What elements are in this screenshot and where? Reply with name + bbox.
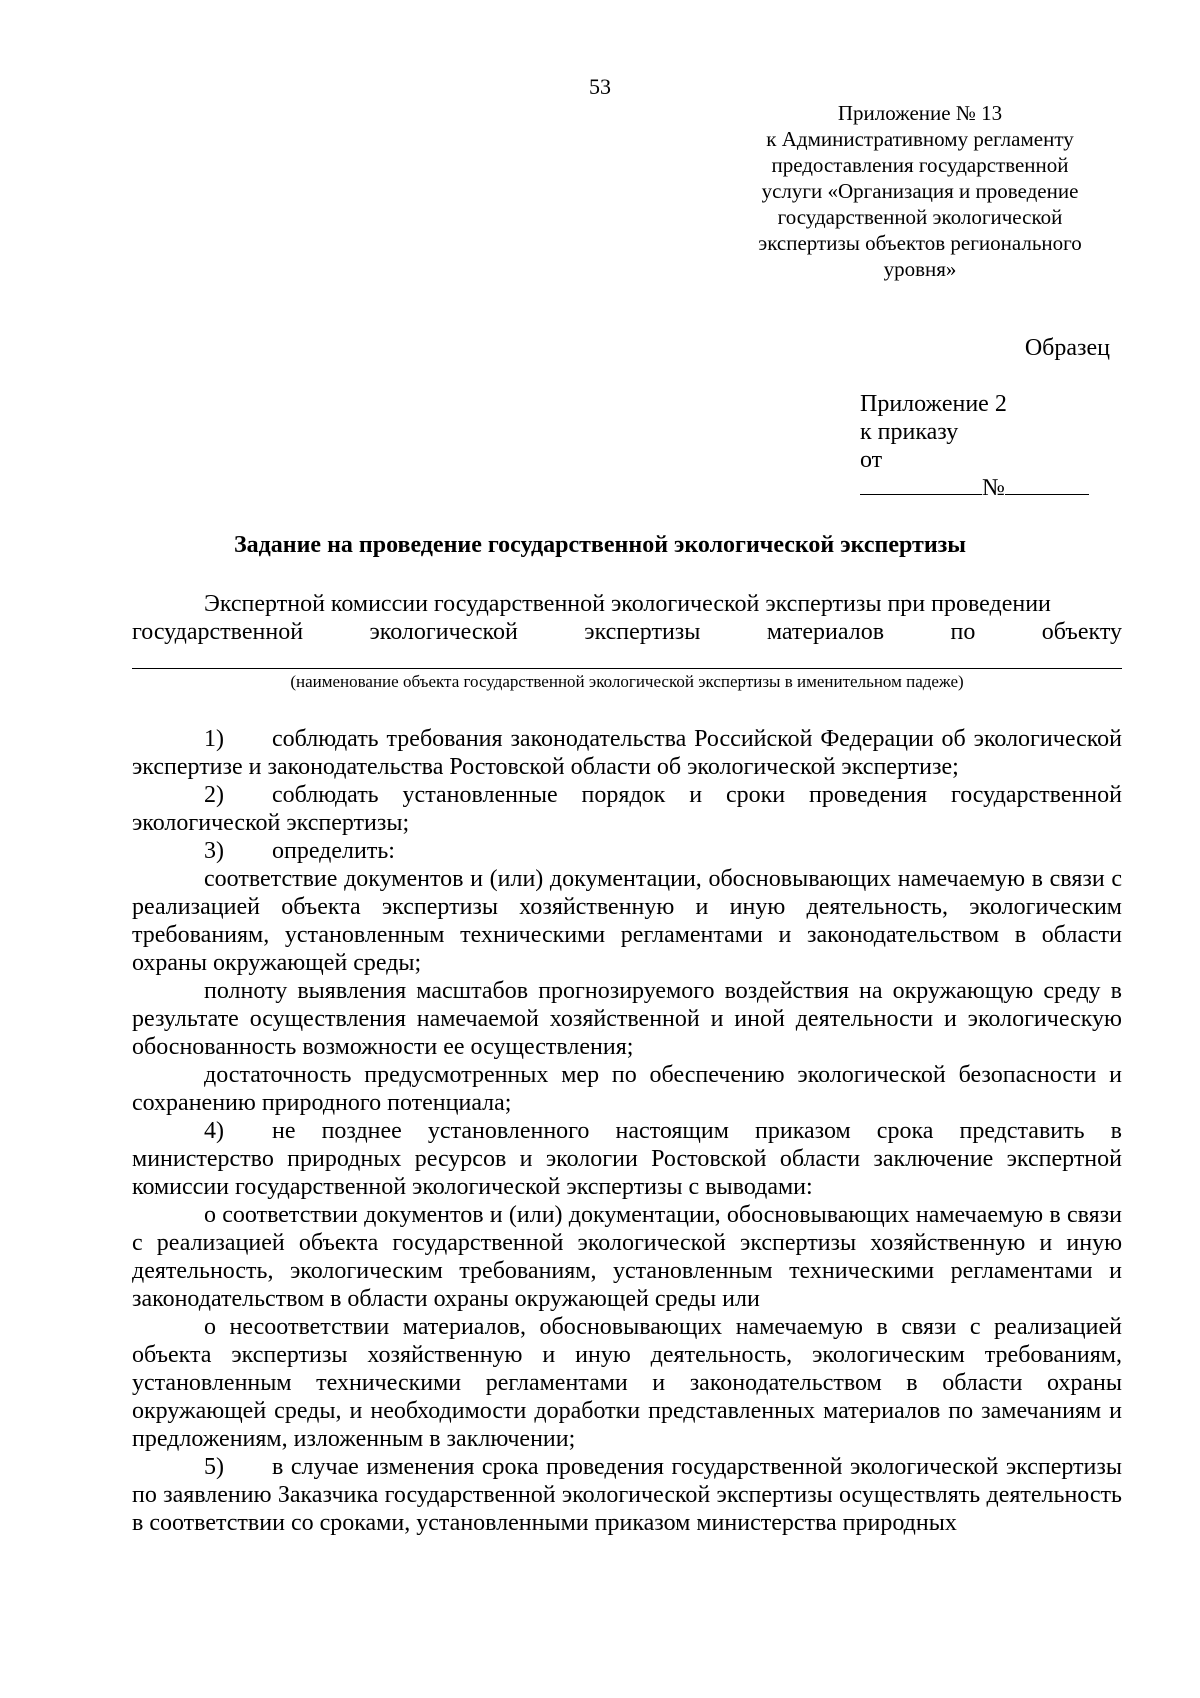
page-number: 53 [589,74,611,99]
item-number: 5) [204,1454,224,1480]
list-item [132,1453,1122,1537]
list-item [132,1313,1122,1453]
list-item [132,837,1122,865]
list-item [132,865,1122,977]
intro-line-justified: государственной экологической экспертизы материалов по объекту [132,619,1122,645]
appendix-line: предоставления государственной [771,153,1069,177]
object-name-blank [132,646,1122,669]
order-line-to-order: к приказу [860,419,959,445]
item-number: 4) [204,1118,224,1144]
appendix-line: услуги «Организация и проведение [761,179,1079,203]
item-text: соблюдать требования законодательства Российской Федерации об экологической экспертизе и законодательства Ростовской области об экологической экспертизе; [132,726,1122,780]
list-item [132,1061,1122,1117]
order-line-appendix: Приложение 2 [860,391,1007,417]
order-number-line [860,474,1120,502]
document-body [132,590,1122,1537]
appendix-line: уровня» [883,257,957,281]
document-title: Задание на проведение государственной экологической экспертизы [233,532,967,558]
item-text: соответствие документов и (или) документации, обосновывающих намечаемую в связи с реализацией объекта экспертизы хозяйственную и иную деятельность, экологическим требованиям, установленным техническими регламентами и законодательством в области охраны окружающей среды; [132,866,1122,976]
appendix-line: государственной экологической [777,205,1063,229]
item-number: 1) [204,726,224,752]
order-reference [860,390,1120,502]
item-text: определить: [272,838,395,864]
item-text: в случае изменения срока проведения государственной экологической экспертизы по заявлению Заказчика государственной экологической экспертизы осуществлять деятельность в соответствии со сроками, установленными приказом министерства природных [132,1454,1122,1536]
appendix-line: экспертизы объектов регионального [758,231,1082,255]
task-list [132,725,1122,1537]
item-text: о несоответствии материалов, обосновывающих намечаемую в связи с реализацией объекта экспертизы хозяйственную и иную деятельность, экологическим требованиям, установленным техническими регламентами и законодательством в области охраны окружающей среды, и необходимости доработки представленных материалов по замечаниям и предложениям, изложенным в заключении; [132,1314,1122,1452]
order-line-from: от [860,447,883,473]
sample-label: Образец [1024,335,1110,361]
list-item [132,725,1122,781]
list-item [132,1201,1122,1313]
object-name-caption: (наименование объекта государственной экологической экспертизы в именительном падеже) [290,672,964,691]
list-item [132,1117,1122,1201]
item-text: достаточность предусмотренных мер по обеспечению экологической безопасности и сохранению природного потенциала; [132,1062,1122,1116]
item-text: полноту выявления масштабов прогнозируемого воздействия на окружающую среду в результате осуществления намечаемой хозяйственной и иной деятельности и экологическую обоснованность возможности ее осуществления; [132,978,1122,1060]
item-text: о соответствии документов и (или) документации, обосновывающих намечаемую в связи с реализацией объекта государственной экологической экспертизы хозяйственную и иную деятельность, экологическим требованиям, установленным техническими регламентами и законодательством в области охраны окружающей среды или [132,1202,1122,1312]
list-item [132,781,1122,837]
item-number: 3) [204,838,224,864]
appendix-line: к Административному регламенту [766,127,1074,151]
number-sign: № [982,475,1005,501]
item-text: не позднее установленного настоящим приказом срока представить в министерство природных ресурсов и экологии Ростовской области заключение экспертной комиссии государственной экологической экспертизы с выводами: [132,1118,1122,1200]
appendix-line: Приложение № 13 [837,101,1003,125]
intro-line: Экспертной комиссии государственной экологической экспертизы при проведении [204,591,1051,617]
appendix-header [740,100,1100,282]
list-item [132,977,1122,1061]
date-blank [860,474,982,495]
item-number: 2) [204,782,224,808]
item-text: соблюдать установленные порядок и сроки проведения государственной экологической экспертизы; [132,782,1122,836]
number-blank [1005,474,1089,495]
